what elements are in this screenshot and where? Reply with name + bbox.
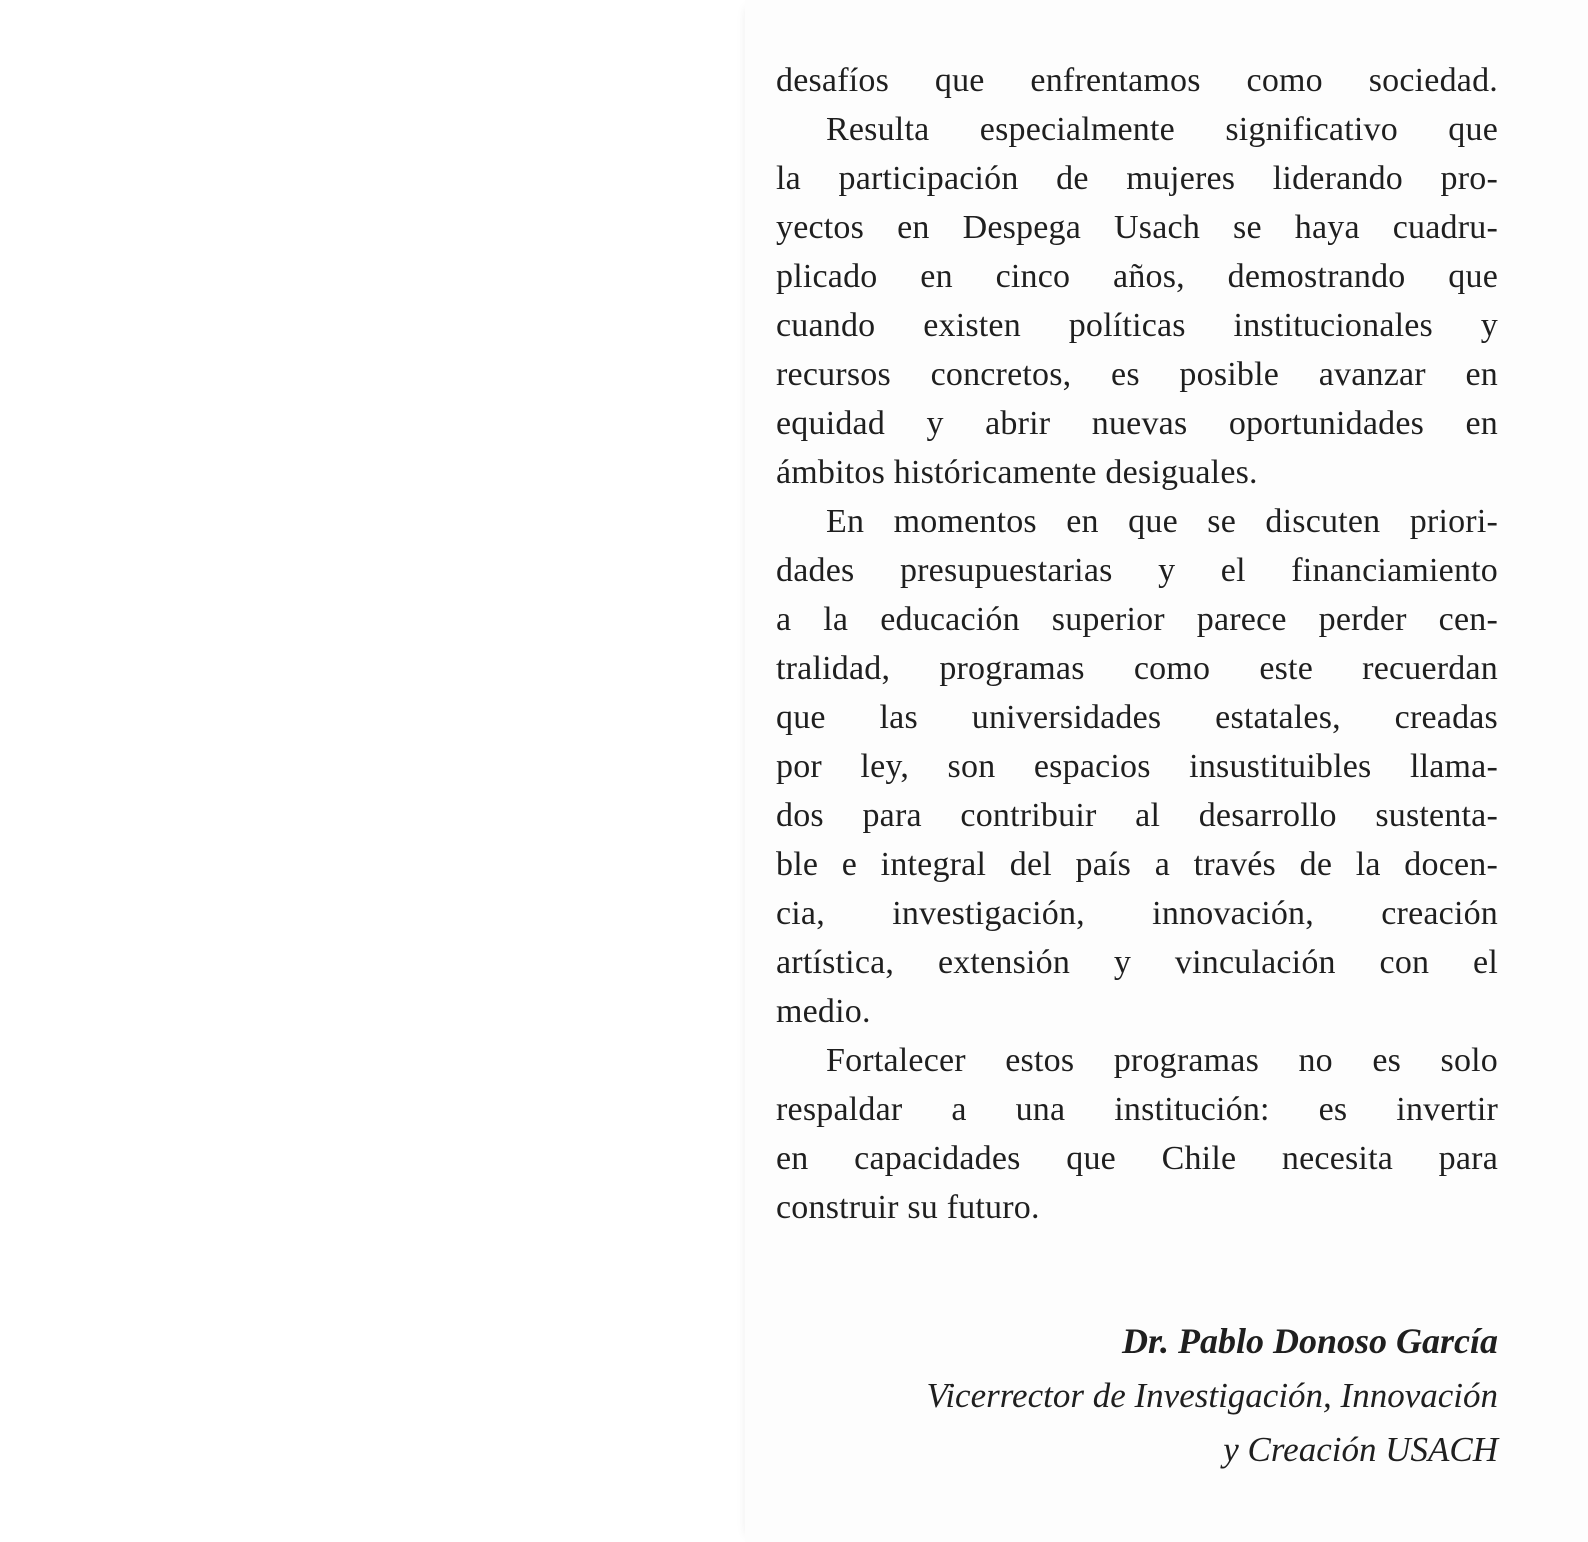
signature-block <box>776 1314 1498 1477</box>
paragraph <box>776 1036 1498 1232</box>
body-paragraphs <box>776 56 1498 1232</box>
text-line: ble e integral del país a través de la docen- <box>776 846 1498 883</box>
text-line: medio. <box>776 993 871 1030</box>
paragraph <box>776 105 1498 497</box>
text-line: por ley, son espacios insustituibles llama- <box>776 748 1498 785</box>
text-line: artística, extensión y vinculación con el <box>776 944 1498 981</box>
text-line: plicado en cinco años, demostrando que <box>776 258 1498 295</box>
text-line: desafíos que enfrentamos como sociedad. <box>776 62 1498 99</box>
text-line: a la educación superior parece perder cen- <box>776 601 1498 638</box>
signature-name: Dr. Pablo Donoso García <box>1121 1321 1498 1361</box>
text-line: ámbitos históricamente desiguales. <box>776 454 1258 491</box>
text-column <box>776 56 1498 1477</box>
text-line: cia, investigación, innovación, creación <box>776 895 1498 932</box>
text-line: que las universidades estatales, creadas <box>776 699 1498 736</box>
paragraph <box>776 497 1498 1036</box>
text-line: respaldar a una institución: es invertir <box>776 1091 1498 1128</box>
text-line: recursos concretos, es posible avanzar en <box>776 356 1498 393</box>
paragraph <box>776 56 1498 105</box>
signature-title-line-1: Vicerrector de Investigación, Innovación <box>926 1376 1498 1415</box>
text-line: equidad y abrir nuevas oportunidades en <box>776 405 1498 442</box>
text-line: yectos en Despega Usach se haya cuadru- <box>776 209 1498 246</box>
text-line: construir su futuro. <box>776 1189 1040 1226</box>
signature-title-line-2: y Creación USACH <box>1223 1430 1498 1469</box>
text-line: tralidad, programas como este recuerdan <box>776 650 1498 687</box>
text-line: la participación de mujeres liderando pro- <box>776 160 1498 197</box>
text-line: Fortalecer estos programas no es solo <box>826 1042 1498 1079</box>
text-line: dades presupuestarias y el financiamiento <box>776 552 1498 589</box>
text-line: en capacidades que Chile necesita para <box>776 1140 1498 1177</box>
text-line: Resulta especialmente significativo que <box>826 111 1498 148</box>
text-line: dos para contribuir al desarrollo sustenta- <box>776 797 1498 834</box>
text-line: cuando existen políticas institucionales y <box>776 307 1498 344</box>
text-line: En momentos en que se discuten priori- <box>826 503 1498 540</box>
